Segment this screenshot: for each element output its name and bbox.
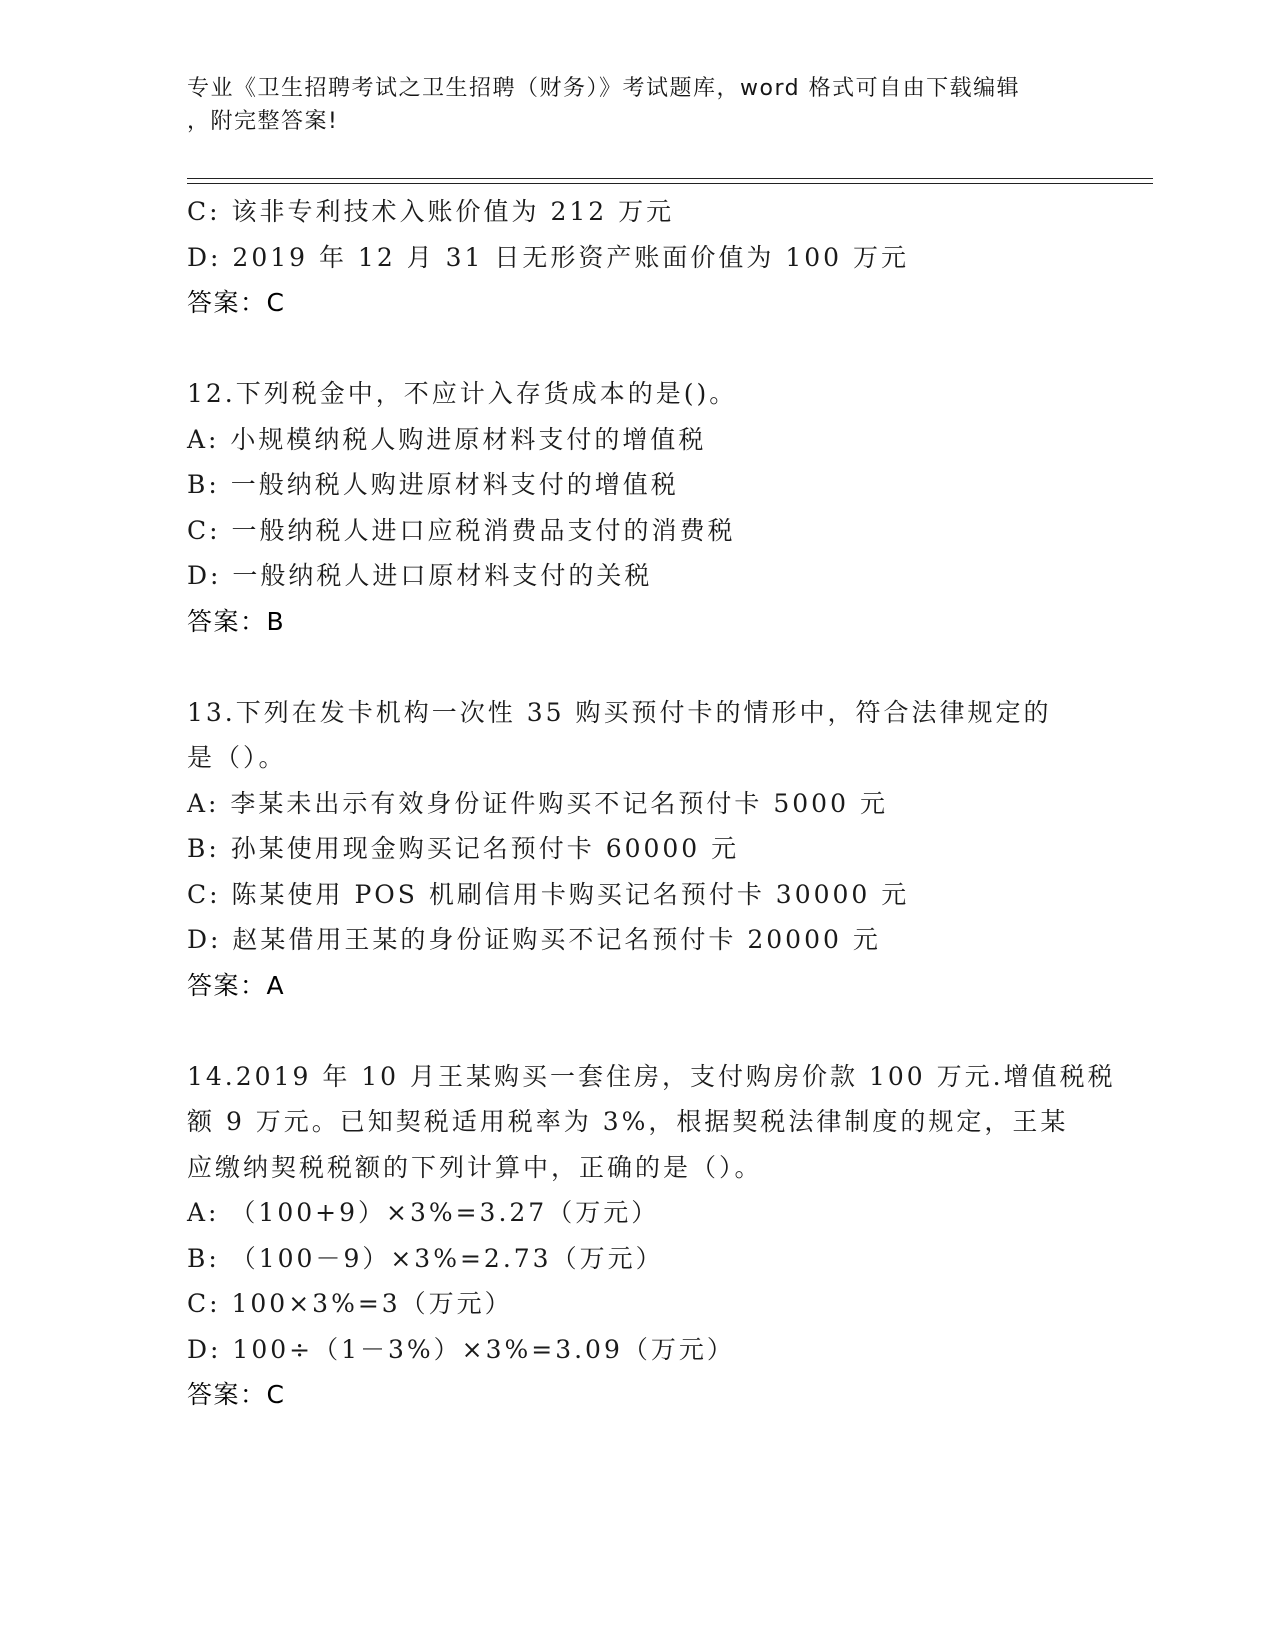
answer-label: 答案：C xyxy=(187,288,286,317)
question-list xyxy=(187,189,1116,1418)
question-stem-line-3: 应缴纳契税税额的下列计算中，正确的是（）。 xyxy=(187,1152,763,1182)
document-header xyxy=(187,72,1067,138)
option-d: D: 一般纳税人进口原材料支付的关税 xyxy=(187,561,653,590)
option-c: C: 该非专利技术入账价值为 212 万元 xyxy=(187,197,675,226)
option-a: A: 小规模纳税人购进原材料支付的增值税 xyxy=(187,424,707,454)
header-title-line-1: 专业《卫生招聘考试之卫生招聘（财务）》考试题库，word 格式可自由下载编辑 xyxy=(187,76,1021,101)
option-b: B: 孙某使用现金购买记名预付卡 60000 元 xyxy=(187,834,740,863)
question-stem-line-2: 额 9 万元。已知契税适用税率为 3%，根据契税法律制度的规定，王某 xyxy=(187,1107,1069,1136)
option-c: C: 一般纳税人进口应税消费品支付的消费税 xyxy=(187,515,736,545)
answer-label: 答案：A xyxy=(187,970,286,1000)
option-a: A: （100+9）×3%=3.27（万元） xyxy=(187,1198,660,1227)
option-b: B: 一般纳税人购进原材料支付的增值税 xyxy=(187,470,679,499)
question-stem: 12.下列税金中，不应计入存货成本的是()。 xyxy=(187,379,738,408)
question-stem-line-2: 是（）。 xyxy=(187,743,287,772)
question-stem-line-1: 14.2019 年 10 月王某购买一套住房，支付购房价款 100 万元.增值税税 xyxy=(187,1061,1116,1091)
question-stem-line-1: 13.下列在发卡机构一次性 35 购买预付卡的情形中，符合法律规定的 xyxy=(187,697,1052,727)
header-title-line-2: ，附完整答案! xyxy=(187,109,339,134)
question-13 xyxy=(187,690,1087,1009)
answer-label: 答案：B xyxy=(187,606,286,636)
option-c: C: 陈某使用 POS 机刷信用卡购买记名预付卡 30000 元 xyxy=(187,879,910,909)
option-c: C: 100×3%=3（万元） xyxy=(187,1289,513,1318)
header-divider-bottom xyxy=(187,183,1153,184)
question-14 xyxy=(187,1054,1116,1418)
header-divider-top xyxy=(187,178,1153,179)
option-b: B: （100－9）×3%=2.73（万元） xyxy=(187,1243,664,1273)
option-d: D: 2019 年 12 月 31 日无形资产账面价值为 100 万元 xyxy=(187,242,910,272)
option-d: D: 赵某借用王某的身份证购买不记名预付卡 20000 元 xyxy=(187,925,881,954)
option-a: A: 李某未出示有效身份证件购买不记名预付卡 5000 元 xyxy=(187,788,888,818)
option-d: D: 100÷（1－3%）×3%=3.09（万元） xyxy=(187,1334,735,1364)
question-11-fragment xyxy=(187,189,1087,326)
question-12 xyxy=(187,371,1087,644)
answer-label: 答案：C xyxy=(187,1380,286,1409)
